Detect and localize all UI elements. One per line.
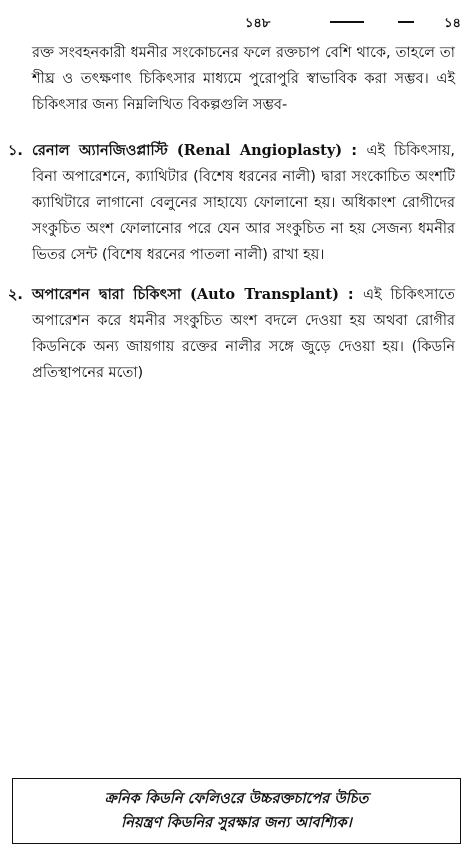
header-rule-2 [398, 21, 414, 23]
note-line-1: ক্রনিক কিডনি ফেলিওরে উচ্চরক্তচাপের উচিত [104, 791, 369, 807]
item-title-bengali: রেনাল অ্যানজিওপ্লাস্টি [32, 143, 168, 159]
item-body: এই চিকিৎসাতে অপারেশন করে ধমনীর সংকুচিত অংশ বদলে দেওয়া হয় অথবা রোগীর কিডনিকে অন্য জায়গায় রক্তের নালীর সঙ্গে জুড়ে দেওয়া হয়। (কিডনি প্রতিস্থাপনের মতো) [32, 287, 456, 381]
page-header [0, 8, 475, 30]
item-separator: : [347, 287, 364, 303]
item-title-english: (Auto Transplant) [190, 286, 339, 303]
note-line-2: নিয়ন্ত্রণ কিডনির সুরক্ষার জন্য আবশ্যিক। [121, 815, 352, 831]
item-number: ২. [8, 287, 23, 303]
item-separator: : [351, 143, 367, 159]
highlight-note-box [12, 778, 461, 844]
header-center-mark: ১৪৮ [245, 16, 271, 31]
intro-paragraph: রক্ত সংবহনকারী ধমনীর সংকোচনের ফলে রক্তচাপ বেশি থাকে, তাহলে তা শীঘ্র ও তৎক্ষণাৎ চিকিৎসার মাধ্যমে পুরোপুরি স্বাভাবিক করা সম্ভব। এই চিকিৎসার জন্য নিম্নলিখিত বিকল্পগুলি সম্ভব- [32, 45, 455, 113]
item-title-bengali: অপারেশন দ্বারা চিকিৎসা [32, 287, 182, 303]
item-title-english: (Renal Angioplasty) [176, 142, 343, 159]
item-body: এই চিকিৎসায়, বিনা অপারেশনে, ক্যাথিটার (বিশেষ ধরনের নালী) দ্বারা সংকোচিত অংশটি ক্যাথিটারে লাগানো বেলুনের সাহায্যে ফোলানো হয়। অধিকাংশ রোগীদের সংকুচিত অংশ ফোলানোর পরে যেন আর সংকুচিত না হয় সেজন্য ধমনীর ভিতর সেন্ট (বিশেষ ধরনের পাতলা নালী) রাখা হয়। [32, 143, 455, 263]
treatment-item-renal-angioplasty [0, 138, 455, 268]
page-number: ১৪ [444, 16, 461, 31]
header-rule-1 [330, 21, 364, 23]
item-number: ১. [8, 143, 23, 159]
treatment-item-auto-transplant [0, 282, 455, 386]
main-content [0, 40, 475, 386]
